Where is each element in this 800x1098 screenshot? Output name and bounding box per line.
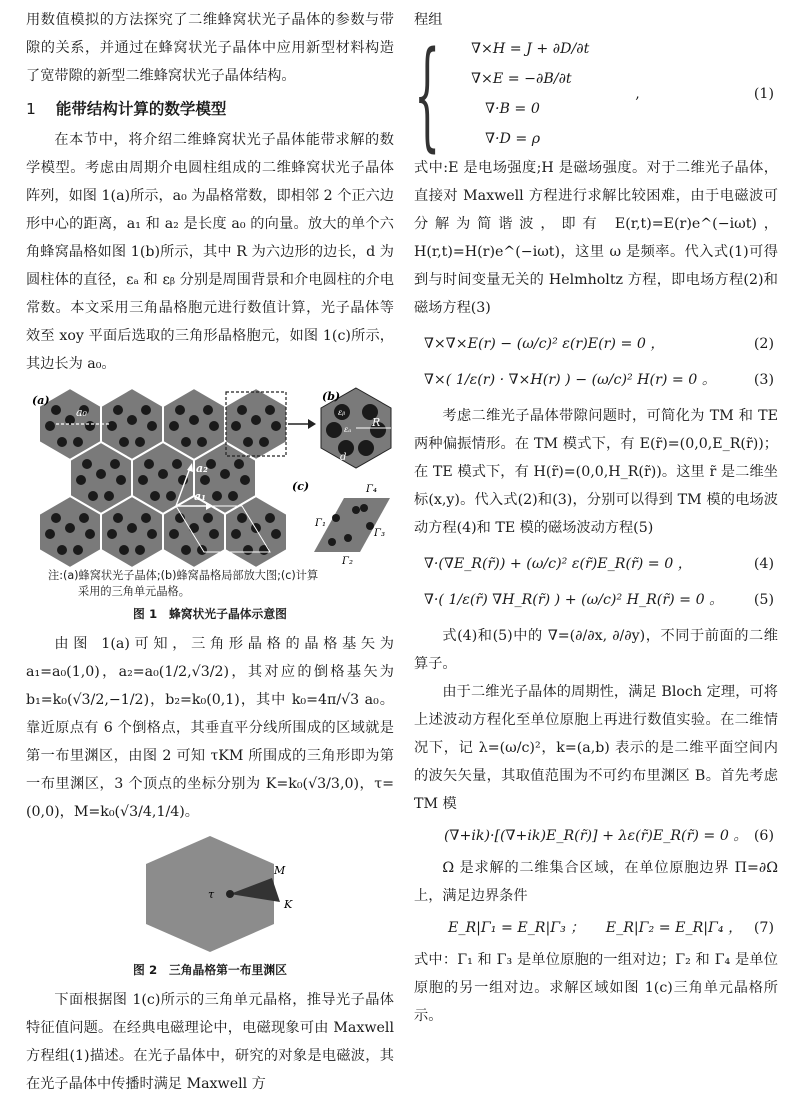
maxwell-system — [471, 34, 589, 154]
section-heading — [26, 96, 394, 122]
figure-2-caption: 图 2 三角晶格第一布里渊区 — [133, 963, 287, 977]
R-label: R — [372, 416, 381, 429]
eq1-line4: ∇·D = ρ — [485, 131, 541, 147]
label-a: (a) — [32, 394, 50, 407]
figure-2 — [26, 834, 394, 980]
model-paragraph: 在本节中，将介绍二维蜂窝状光子晶体能带求解的数学模型。考虑由周期介电圆柱组成的二维蜂窝状光子晶体阵列，如图 1(a)所示，a₀ 为晶格常数，即相邻 2 个正六边形中心的距离，a₁ 和 a₂ 是长度 a₀ 的向量。放大的单个六角蜂窝晶格如图 1(b)所示，其中 R 为六边形的边长，d 为圆柱体的直径，εₐ 和 εᵦ 分别是周围背景和介电圆柱的介电常数。本文采用三角晶格胞元进行数值计算，光子晶体等效至 xoy 平面后选取的三角形晶格胞元，如图 1(c)所示，其边长为 a₀。 — [26, 132, 394, 372]
eq4-number: (4) — [753, 556, 774, 572]
label-b: (b) — [322, 390, 341, 403]
left-column — [26, 6, 394, 1098]
eq3-number: (3) — [753, 372, 774, 388]
tau-label: τ — [208, 888, 215, 901]
equation-2 — [414, 330, 778, 358]
figure-1-note-line1: 注:(a)蜂窝状光子晶体;(b)蜂窝晶格局部放大图;(c)计算 — [48, 569, 319, 582]
M-label: M — [274, 864, 286, 877]
equation-brace: { — [414, 25, 441, 163]
eq6-number: (6) — [753, 828, 774, 844]
omega-paragraph: Ω 是求解的二维集合区域，在单位原胞边界 Π=∂Ω 上，满足边界条件 — [414, 860, 778, 904]
eq2-body: ∇×∇×E(r) − (ω/c)² ε(r)E(r) = 0 ， — [424, 336, 665, 352]
eq4-body: ∇·(∇E_R(r̃)) + (ω/c)² ε(r̃)E_R(r̃) = 0 ， — [424, 556, 692, 572]
equation-5 — [414, 586, 778, 614]
tm-te-paragraph: 考虑二维光子晶体带隙问题时，可简化为 TM 和 TE 两种偏振情形。在 TM 模式下，有 E(r̃)=(0,0,E_R(r̃))；在 TE 模式下，有 H(r̃)=(0,0,H_R(r̃))。这里 r̃ 是二维坐标(x,y)。代入式(2)和(3)，分别可以得到 TM 模的电场波动方程(4)和 TE 模的磁场波动方程(5) — [414, 408, 778, 536]
label-c: (c) — [292, 480, 310, 493]
section-number: 1 — [26, 100, 36, 118]
eps-a-label: εₐ — [344, 425, 352, 434]
figure-2-diagram — [26, 834, 394, 956]
eq1-line2: ∇×E = −∂B/∂t — [471, 71, 572, 87]
bloch-paragraph: 由于二维光子晶体的周期性，满足 Bloch 定理，可将上述波动方程化至单位原胞上再进行数值实验。在二维情况下，记 λ=(ω/c)²，k=(a,b) 表示的是二维平面空间内的波矢矢量，其取值范围为不可约布里渊区 B。首先考虑 TM 模 — [414, 684, 778, 812]
equation-1 — [414, 25, 778, 163]
eq1-line1: ∇×H = J + ∂D/∂t — [471, 41, 590, 57]
eq7-number: (7) — [753, 920, 774, 936]
eq1-number: (1) — [753, 86, 774, 102]
eq5-body: ∇·( 1/ε(r̃) ∇H_R(r̃) ) + (ω/c)² H_R(r̃) = 0 。 — [424, 592, 724, 608]
figure-1-note — [26, 568, 394, 600]
a2-label: a₂ — [196, 462, 208, 475]
section-title: 能带结构计算的数学模型 — [55, 100, 227, 118]
gamma1-label: Γ₁ — [315, 518, 326, 529]
gamma4-label: Γ₄ — [366, 484, 377, 495]
eq2-number: (2) — [753, 336, 774, 352]
nabla-paragraph: 式(4)和(5)中的 ∇=(∂/∂x, ∂/∂y)，不同于前面的二维算子。 — [414, 628, 778, 672]
figure-1 — [26, 386, 394, 624]
eq1-line3: ∇·B = 0 — [485, 101, 540, 117]
intro-paragraph: 用数值模拟的方法探究了二维蜂窝状光子晶体的参数与带隙的关系，并通过在蜂窝状光子晶体中应用新型材料构造了宽带隙的新型二维蜂窝状光子晶体结构。 — [26, 12, 394, 84]
eq1-comma: , — [635, 86, 640, 102]
figure-1-diagram — [26, 386, 394, 566]
d-label: d — [340, 452, 347, 463]
equation-3 — [414, 366, 778, 394]
eps-b-label: εᵦ — [338, 408, 346, 417]
eq3-body: ∇×( 1/ε(r) · ∇×H(r) ) − (ω/c)² H(r) = 0 。 — [424, 372, 717, 388]
eq7-body: E_R|Γ₁ = E_R|Γ₃ ； E_R|Γ₂ = E_R|Γ₄ ， — [448, 920, 743, 936]
equation-7 — [414, 914, 778, 942]
equation-4 — [414, 550, 778, 578]
a1-label: a₁ — [194, 490, 206, 503]
maxwell-paragraph: 下面根据图 1(c)所示的三角单元晶格，推导光子晶体特征值问题。在经典电磁理论中，电磁现象可由 Maxwell 方程组(1)描述。在光子晶体中，研究的对象是电磁波，其在光子晶体中传播时满足 Maxwell 方 — [26, 992, 394, 1092]
gamma3-label: Γ₃ — [374, 528, 385, 539]
reciprocal-paragraph: 由图 1(a)可知，三角形晶格的晶格基矢为 a₁=a₀(1,0)，a₂=a₀(1/2,√3/2)，其对应的倒格基矢为 b₁=k₀(√3/2,−1/2)，b₂=k₀(0,1)，其中 k₀=4π/√3 a₀。靠近原点有 6 个倒格点，其垂直平分线所围成的区域就是第一布里渊区，由图 2 可知 τKM 所围成的三角形即为第一布里渊区，3 个顶点的坐标分别为 K=k₀(√3/3,0)，τ=(0,0)，M=k₀(√3/4,1/4)。 — [26, 636, 394, 820]
tau-point — [226, 890, 234, 898]
gamma2-label: Γ₂ — [342, 556, 353, 567]
where-paragraph: 式中:E 是电场强度;H 是磁场强度。对于二维光子晶体，直接对 Maxwell 方程进行求解比较困难，由于电磁波可分解为简谐波，即有 E(r,t)=E(r)e^(−iωt)，H(r,t)=H(r)e^(−iωt)，这里 ω 是频率。代入式(1)可得到与时间变量无关的 Helmholtz 方程，即电场方程(2)和磁场方程(3) — [414, 160, 778, 316]
eq5-number: (5) — [753, 592, 774, 608]
equation-6 — [414, 822, 778, 850]
figure-1-note-line2: 采用的三角单元晶格。 — [78, 585, 190, 598]
eq6-body: (∇+ik)·[(∇+ik)E_R(r̃)] + λε(r̃)E_R(r̃) = 0 。 — [444, 828, 748, 844]
K-label: K — [284, 898, 293, 911]
a0-label: a₀ — [76, 406, 87, 419]
figure-1-caption: 图 1 蜂窝状光子晶体示意图 — [133, 607, 287, 621]
final-paragraph: 式中：Γ₁ 和 Γ₃ 是单位原胞的一组对边；Γ₂ 和 Γ₄ 是单位原胞的另一组对边。求解区域如图 1(c)三角单元晶格所示。 — [414, 952, 778, 1024]
continued-text: 程组 — [414, 12, 443, 28]
right-column — [414, 6, 778, 1030]
